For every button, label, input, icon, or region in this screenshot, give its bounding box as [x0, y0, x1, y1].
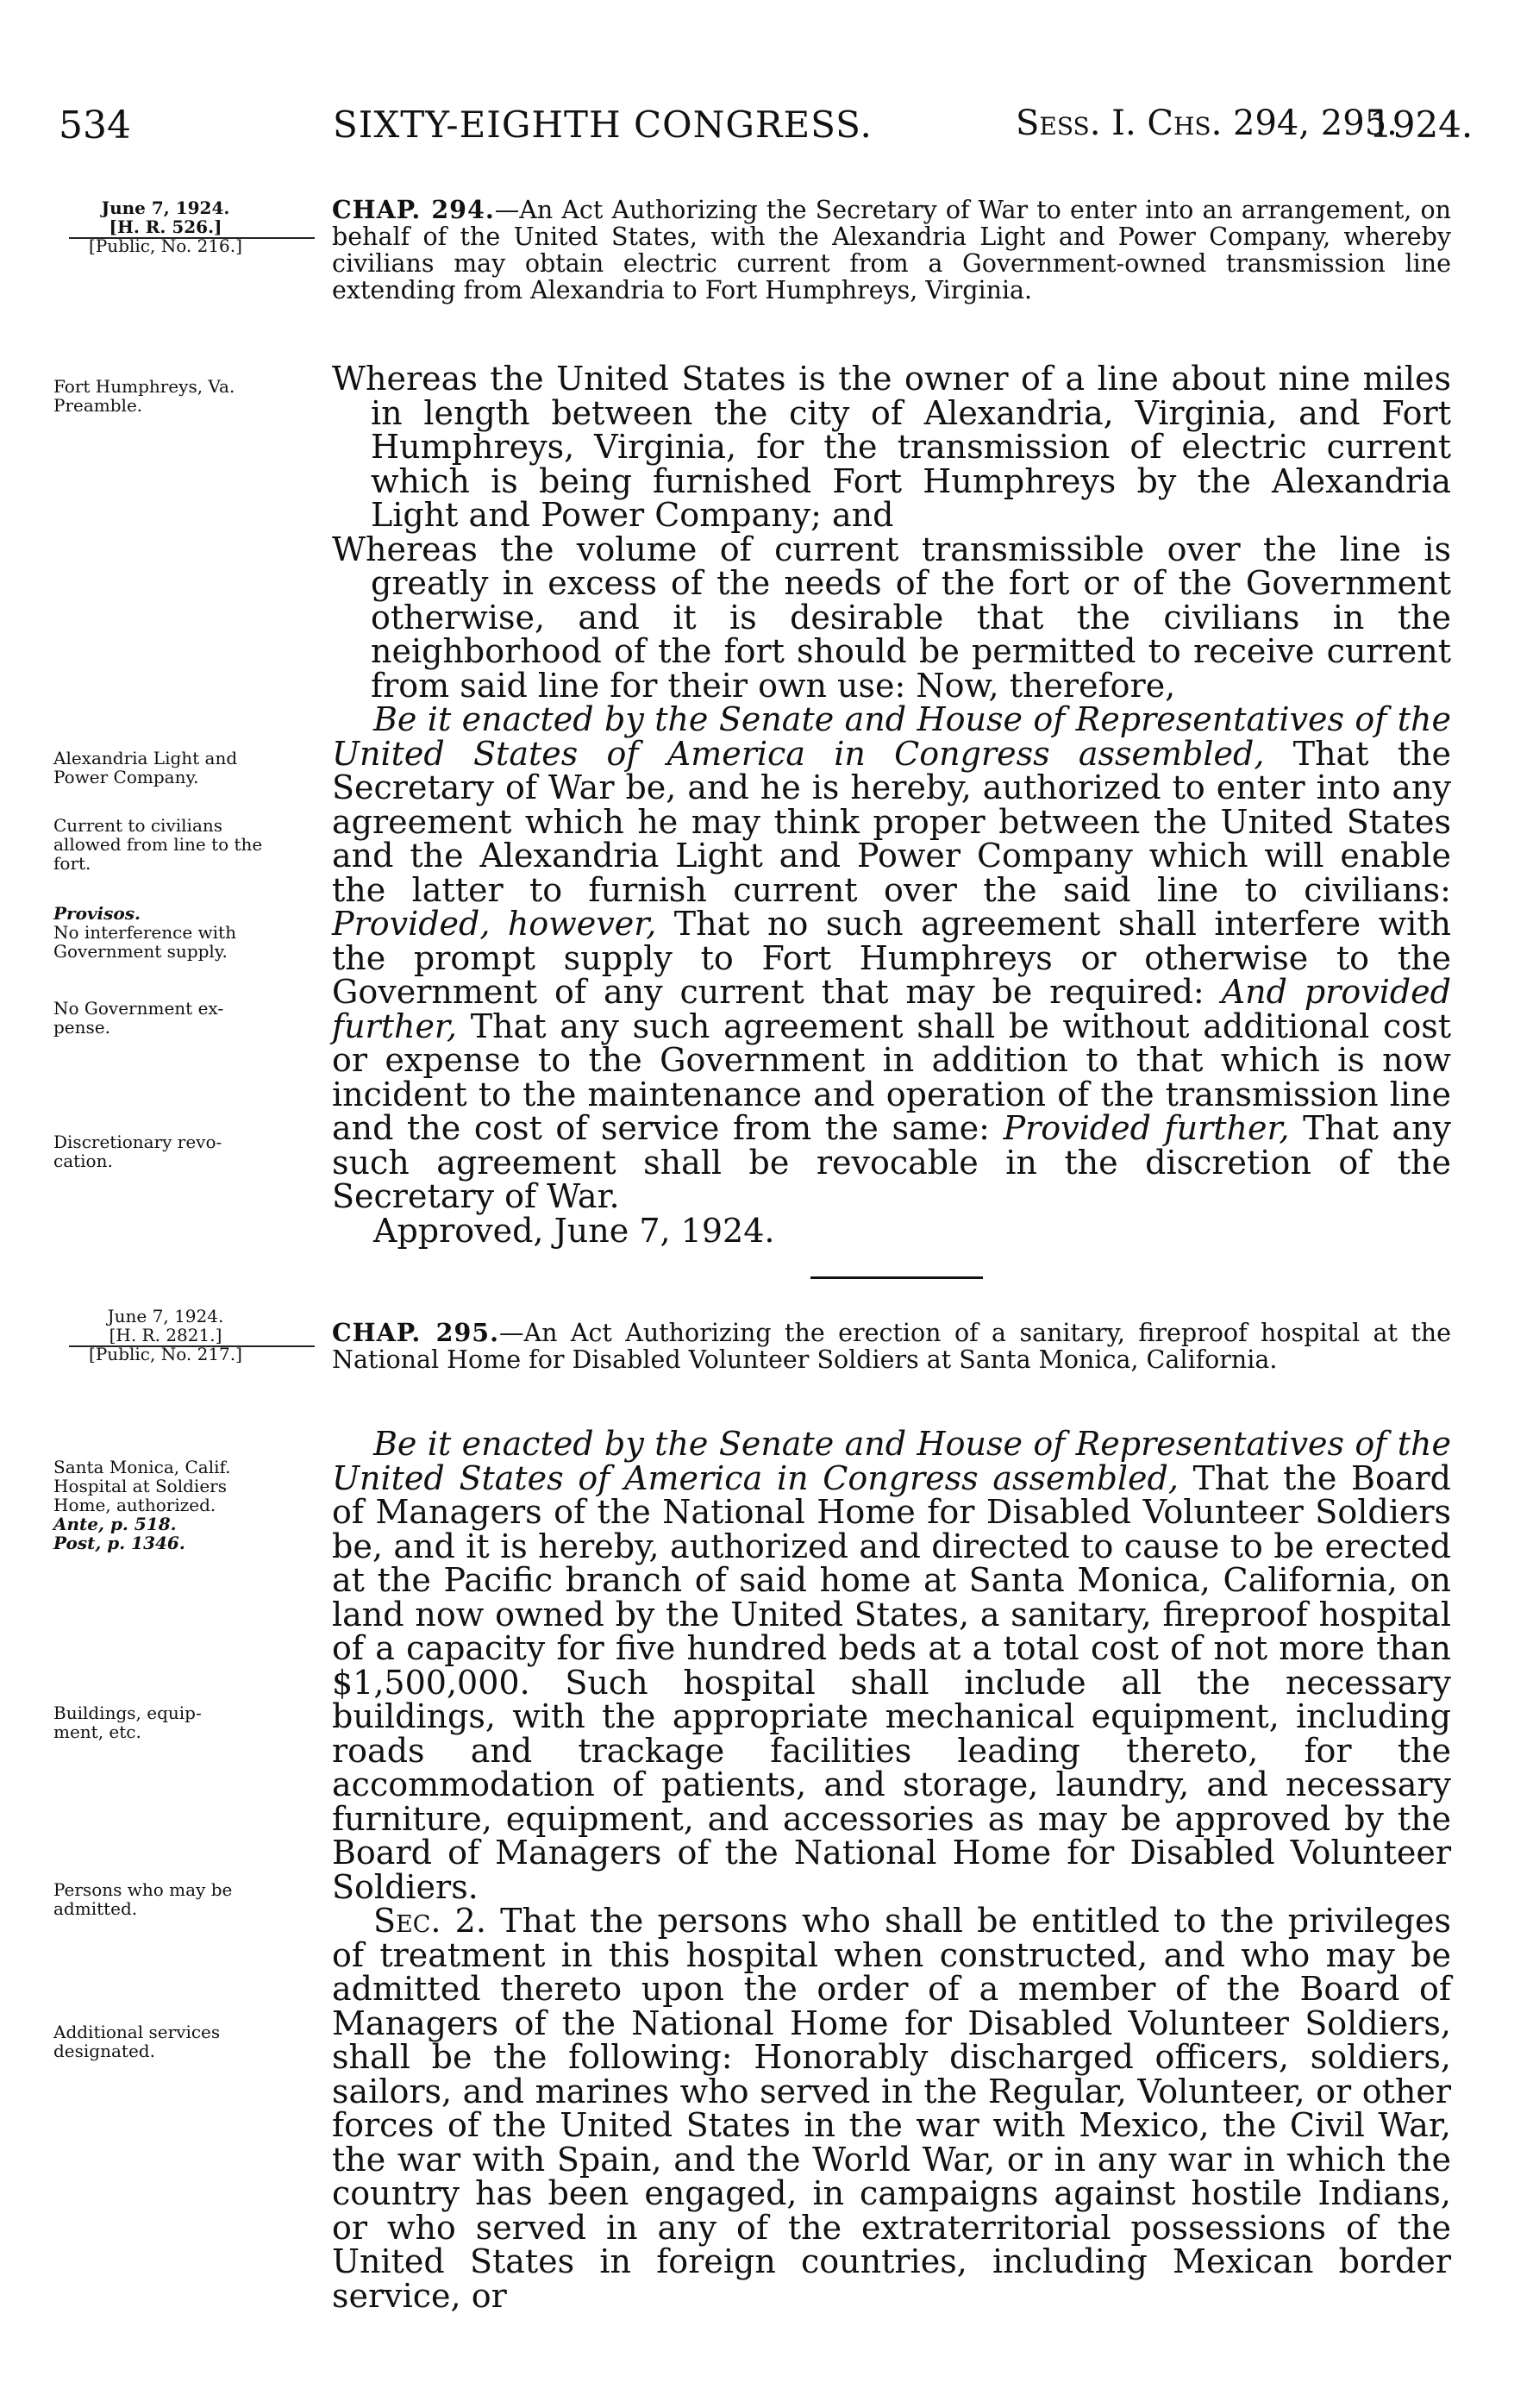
- chap294-public: [Public, No. 216.]: [89, 235, 242, 256]
- margin-note-additional: [53, 2022, 321, 2060]
- approved-line: Approved, June 7, 1924.: [373, 1211, 775, 1250]
- margin-note-preamble: [53, 377, 321, 415]
- proviso-2: And provided further,: [332, 973, 1451, 1045]
- note-alexandria-1: Alexandria Light and: [53, 748, 238, 768]
- whereas-2: Whereas the volume of current transmissible over the line is greatly in excess of the needs of the fort or of the Government otherwise, and it is desirable that the civilians in the neighborhood of the fort should be permitted to receive current from said line for their own use: Now, therefore,: [332, 530, 1451, 705]
- note-buildings-1: Buildings, equip-: [53, 1703, 202, 1723]
- page-number: 534: [59, 103, 131, 147]
- note-alexandria-2: Power Company.: [53, 767, 199, 787]
- note-noexpense-1: No Government ex-: [53, 998, 224, 1019]
- note-current-3: fort.: [53, 853, 91, 874]
- enact-italic-295: Be it enacted by the Senate and House of Representatives of the United States of America in Congress assembled,: [332, 1425, 1451, 1497]
- margin-note-buildings: [53, 1703, 321, 1741]
- margin-note-santa-monica: [53, 1458, 321, 1552]
- note-post: Post, p. 1346.: [53, 1533, 185, 1553]
- chap294-bill: [H. R. 526.]: [109, 216, 222, 237]
- chap294-body: [332, 362, 1451, 1248]
- chap295-label: CHAP. 295.: [332, 1318, 500, 1347]
- chapter-separator: [810, 1276, 983, 1279]
- chap294-summary: [332, 197, 1451, 304]
- congress-title: SIXTY-EIGHTH CONGRESS.: [333, 103, 873, 146]
- chap295-date: June 7, 1924.: [107, 1306, 224, 1326]
- chap294-summary-text: —An Act Authorizing the Secretary of War to enter into an arrangement, on behalf of the United States, with the Alexandria Light and Power Company, whereby civilians may obtain electric current from a Government-owned transmission line extending from Alexandria to Fort Humphreys, Virginia.: [332, 196, 1451, 304]
- enact-text-294-4: That any such agreement shall be revocable in the discretion of the Secretary of War.: [332, 1109, 1452, 1215]
- note-current-1: Current to civilians: [53, 815, 223, 836]
- note-provisos: Provisos.: [53, 903, 141, 924]
- chap295-margin-rule: [69, 1345, 315, 1347]
- chap294-label: CHAP. 294.: [332, 195, 495, 224]
- note-preamble: Preamble.: [53, 395, 143, 416]
- margin-note-provisos: [53, 904, 321, 961]
- note-santa-3: Home, authorized.: [53, 1495, 216, 1515]
- chap294-margin-rule: [69, 237, 315, 239]
- note-additional-1: Additional services: [53, 2022, 221, 2042]
- note-nointerference-1: No interference with: [53, 922, 236, 943]
- sec2-text: That the persons who shall be entitled to the privileges of treatment in this hospital when constructed, and who may be admitted thereto upon the order of a member of the Board of Managers of the National Home for Disabled Volunteer Soldiers, shall be the following: Honorably discharged officers, soldiers, sailors, and marines who served in the Regular, Volunteer, or other forces of the United States in the war with Mexico, the Civil War, the war with Spain, and the World War, or in any war in which the country has been engaged, in campaigns against hostile Indians, or who served in any of the extraterritorial possessions of the United States in foreign countries, including Mexican border service, or: [332, 1902, 1451, 2315]
- margin-note-current: [53, 816, 321, 873]
- section-2: [332, 1904, 1451, 2313]
- sec2-label: Sec. 2.: [373, 1902, 486, 1940]
- proviso-3: Provided further,: [1003, 1109, 1290, 1147]
- proviso-1: Provided, however,: [332, 905, 657, 943]
- year-label: 1924.: [1369, 103, 1474, 146]
- session-chapters: [1016, 103, 1398, 143]
- enact-text-294-2: That no such agreement shall interfere with the prompt supply to Fort Humphreys or otherwise to the Government of any current that may be required:: [332, 905, 1452, 1011]
- chap295-body: [332, 1427, 1451, 2313]
- running-head: [59, 103, 1474, 155]
- margin-note-discretionary: [53, 1132, 321, 1170]
- note-persons-1: Persons who may be: [53, 1879, 233, 1900]
- note-persons-2: admitted.: [53, 1898, 138, 1919]
- chap295-summary-text: —An Act Authorizing the erection of a sanitary, fireproof hospital at the National Home for Disabled Volunteer Soldiers at Santa Monica, California.: [332, 1319, 1451, 1374]
- session-label: Sess. I.: [1016, 103, 1136, 143]
- chap294-margin-citation: [53, 198, 278, 255]
- enact-italic-294: Be it enacted by the Senate and House of Representatives of the United States of America in Congress assembled,: [332, 700, 1451, 773]
- enact-text-295: That the Board of Managers of the National Home for Disabled Volunteer Soldiers be, and it is hereby, authorized and directed to cause to be erected at the Pacific branch of said home at Santa Monica, California, on land now owned by the United States, a sanitary, fireproof hospital of a capacity for five hundred beds at a total cost of not more than $1,500,000. Such hospital shall include all the necessary buildings, with the appropriate mechanical equipment, including roads and trackage facilities leading thereto, for the accommodation of patients, and storage, laundry, and necessary furniture, equipment, and accessories as may be approved by the Board of Managers of the National Home for Disabled Volunteer Soldiers.: [332, 1458, 1451, 1906]
- note-discretionary-2: cation.: [53, 1151, 113, 1171]
- note-ante: Ante, p. 518.: [53, 1514, 177, 1534]
- chap294-date: June 7, 1924.: [101, 198, 230, 218]
- note-fort-humphreys: Fort Humphreys, Va.: [53, 376, 235, 397]
- chap294-enacting-clause: [332, 700, 1452, 1215]
- note-buildings-2: ment, etc.: [53, 1721, 141, 1742]
- margin-note-alexandria: [53, 749, 321, 787]
- note-additional-2: designated.: [53, 2041, 155, 2061]
- margin-note-persons: [53, 1880, 321, 1918]
- note-discretionary-1: Discretionary revo-: [53, 1132, 222, 1152]
- chap295-bill: [H. R. 2821.]: [109, 1325, 222, 1345]
- chap295-margin-citation: [53, 1307, 278, 1364]
- whereas-1: Whereas the United States is the owner of a line about nine miles in length between the city of Alexandria, Virginia, and Fort Humphreys, Virginia, for the transmission of electric current which is being furnished Fort Humphreys by the Alexandria Light and Power Company; and: [332, 360, 1451, 534]
- chapters-label: Chs. 294, 295.: [1147, 103, 1398, 143]
- note-santa-2: Hospital at Soldiers: [53, 1476, 227, 1496]
- chap295-summary: [332, 1320, 1451, 1373]
- note-current-2: allowed from line to the: [53, 834, 263, 855]
- enact-text-294-1: That the Secretary of War be, and he is hereby, authorized to enter into any agreement which he may think proper between the United States and the Alexandria Light and Power Company which will enable the latter to furnish current over the said line to civilians:: [332, 734, 1451, 909]
- margin-note-no-expense: [53, 999, 321, 1037]
- chap295-public: [Public, No. 217.]: [89, 1344, 242, 1364]
- chap295-enacting-clause: [332, 1427, 1451, 1904]
- note-noexpense-2: pense.: [53, 1017, 110, 1038]
- note-santa-1: Santa Monica, Calif.: [53, 1457, 231, 1477]
- enact-text-294-3: That any such agreement shall be without additional cost or expense to the Government in addition to that which is now incident to the maintenance and operation of the transmission line and the cost of service from the same:: [332, 1006, 1451, 1147]
- note-nointerference-2: Government supply.: [53, 941, 228, 962]
